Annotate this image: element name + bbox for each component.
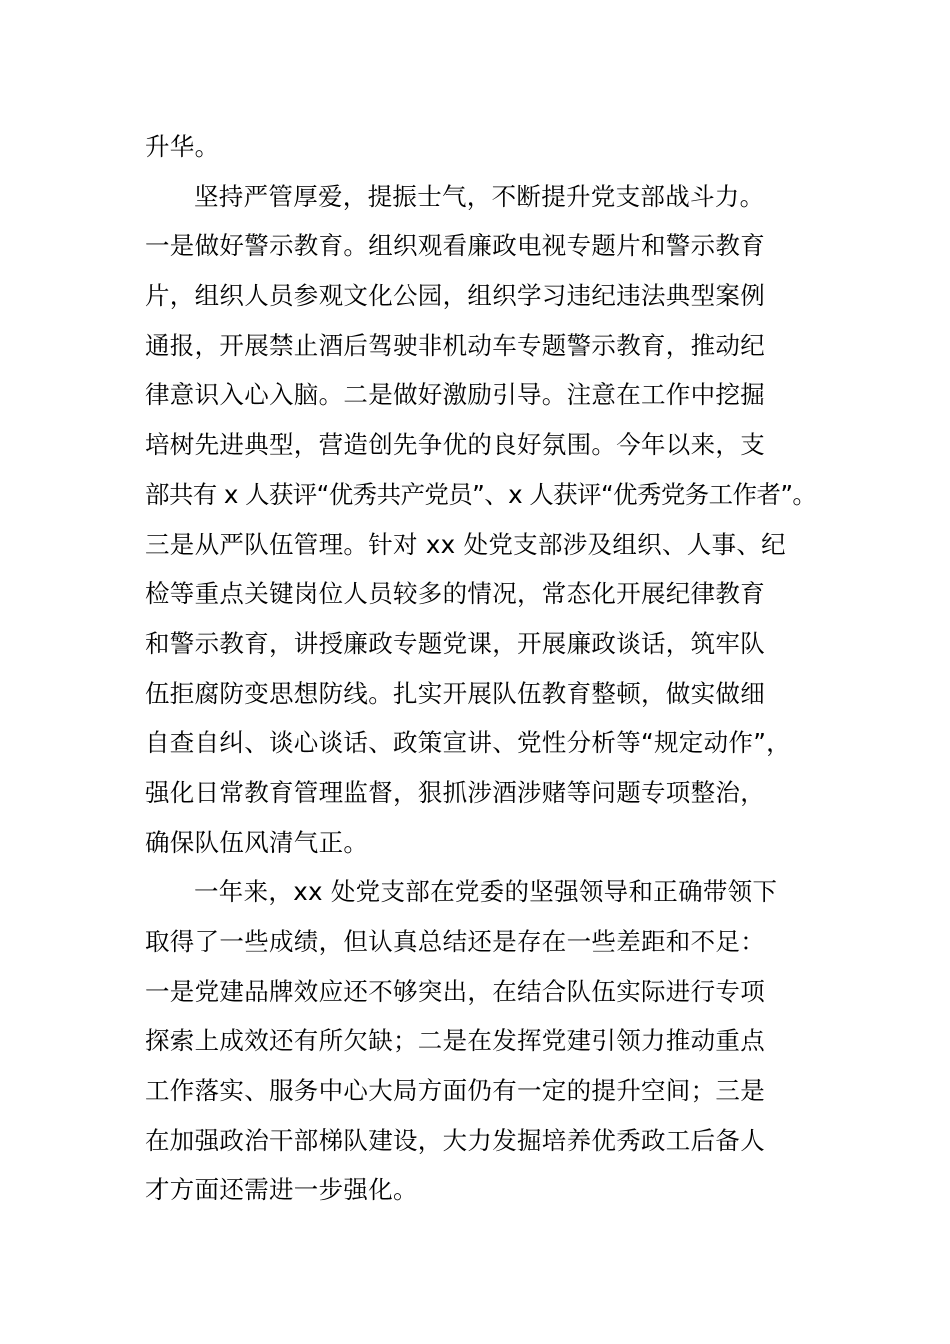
- text-line: 三是从严队伍管理。针对 xx 处党支部涉及组织、人事、纪: [145, 529, 786, 559]
- document-body: [145, 122, 815, 1215]
- text-line: 伍拒腐防变思想防线。扎实开展队伍教育整顿，做实做细: [145, 678, 765, 708]
- text-line: 部共有 x 人获评“优秀共产党员”、x 人获评“优秀党务工作者”。: [145, 479, 817, 509]
- text-line: 工作落实、服务中心大局方面仍有一定的提升空间；三是: [145, 1076, 765, 1106]
- text-line: 自查自纠、谈心谈话、政策宣讲、党性分析等“规定动作”，: [145, 728, 791, 758]
- paragraph-discipline-management: [145, 172, 815, 868]
- text-line: 通报，开展禁止酒后驾驶非机动车专题警示教育，推动纪: [145, 330, 765, 360]
- text-line: 检等重点关键岗位人员较多的情况，常态化开展纪律教育: [145, 579, 765, 609]
- text-line: 探索上成效还有所欠缺；二是在发挥党建引领力推动重点: [145, 1026, 765, 1056]
- text-line: 一是做好警示教育。组织观看廉政电视专题片和警示教育: [145, 231, 765, 261]
- paragraph-continuation: [145, 122, 815, 172]
- text-line: 律意识入心入脑。二是做好激励引导。注意在工作中挖掘: [145, 380, 765, 410]
- text-line: 培树先进典型，营造创先争优的良好氛围。今年以来，支: [145, 430, 765, 460]
- text-line: 一是党建品牌效应还不够突出，在结合队伍实际进行专项: [145, 976, 765, 1006]
- text-line: 强化日常教育管理监督，狠抓涉酒涉赌等问题专项整治，: [145, 777, 765, 807]
- text-line: 和警示教育，讲授廉政专题党课，开展廉政谈话，筑牢队: [145, 628, 765, 658]
- text-line: 升华。: [145, 132, 220, 161]
- text-line: 在加强政治干部梯队建设，大力发掘培养优秀政工后备人: [145, 1125, 765, 1155]
- text-line: 确保队伍风清气正。: [145, 827, 369, 857]
- text-line: 一年来，xx 处党支部在党委的坚强领导和正确带领下: [194, 877, 778, 907]
- text-line: 片，组织人员参观文化公园，组织学习违纪违法典型案例: [145, 281, 765, 311]
- text-line: 取得了一些成绩，但认真总结还是存在一些差距和不足：: [145, 927, 765, 956]
- text-line: 才方面还需进一步强化。: [145, 1175, 418, 1205]
- text-line: 坚持严管厚爱，提振士气，不断提升党支部战斗力。: [194, 181, 765, 211]
- paragraph-summary-shortcomings: [145, 867, 815, 1215]
